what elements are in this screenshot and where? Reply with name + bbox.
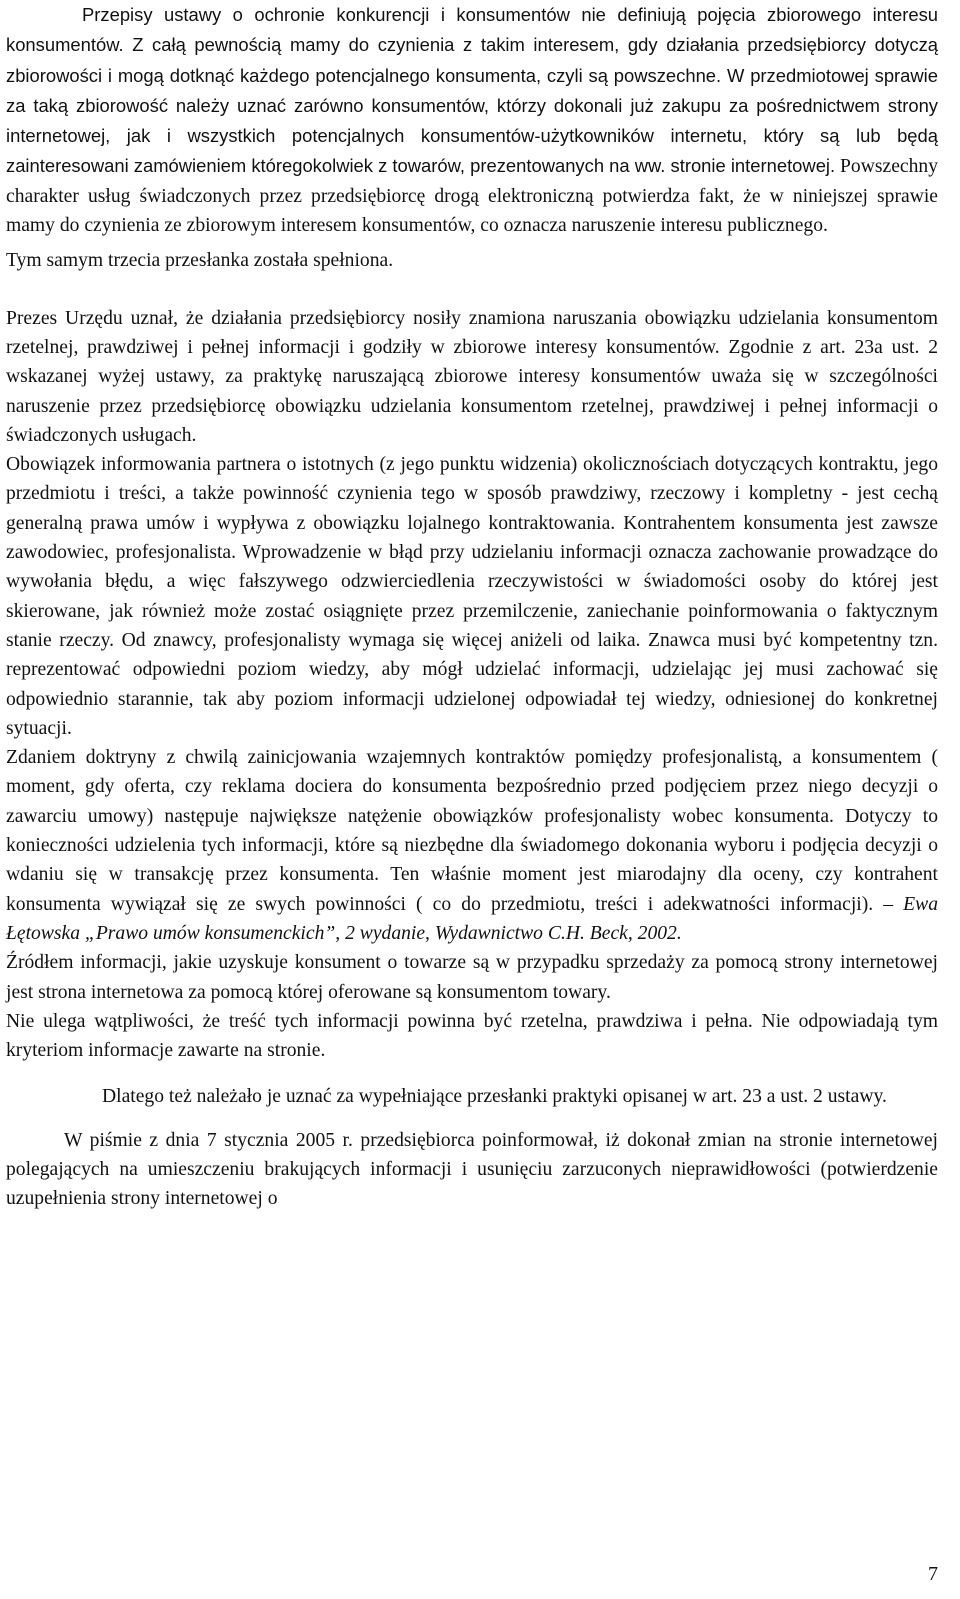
paragraph-collective-interest-part1: Przepisy ustawy o ochronie konkurencji i konsumentów nie definiują pojęcia zbiorowego interesu konsumentów. Z całą pewnością mamy do czynienia z takim interesem, gdy działania przedsiębiorcy dotyczą zbiorowości i mogą dotknąć każdego potencjalnego konsumenta, czyli są powszechne. W przedmiotowej sprawie za taką zbiorowość należy uznać zarówno konsumentów, którzy dokonali już zakupu za pośrednictwem strony internetowej, jak i wszystkich potencjalnych konsumentów-użytkowników internetu, który są lub będą zainteresowani zamówieniem któregokolwiek z towarów, prezentowanych na ww. stronie internetowej. [6, 4, 938, 177]
paragraph-conclusion: Dlatego też należało je uznać za wypełniające przesłanki praktyki opisanej w art. 23 a ust. 2 ustawy. [102, 1086, 887, 1108]
citation-letowska: – Ewa Łętowska „Prawo umów konsumenckich”, 2 wydanie, Wydawnictwo C.H. Beck, 2002. [6, 893, 938, 944]
paragraph-doctrine-text: Zdaniem doktryny z chwilą zainicjowania wzajemnych kontraktów pomiędzy profesjonalistą, a konsumentem ( moment, gdy oferta, czy reklama dociera do konsumenta bezpośrednio przed podjęciem przez niego decyzji o zawarciu umowy) następuje największe natężenie obowiązków profesjonalisty wobec konsumenta. Dotyczy to konieczności udzielenia tych informacji, które są niezbędne dla świadomego dokonania wyboru i podjęcia decyzji o wdaniu się w transakcję przez konsumenta. Ten właśnie moment jest miarodajny dla oceny, czy kontrahent konsumenta wywiązał się ze swych powinności ( co do przedmiotu, treści i adekwatności informacji). [6, 747, 938, 915]
paragraph-information-criteria: Nie ulega wątpliwości, że treść tych informacji powinna być rzetelna, prawdziwa i pełna. Nie odpowiadają tym kryteriom informacje zawarte na stronie. [6, 1010, 938, 1062]
document-page [6, 0, 938, 1214]
paragraph-doctrine [6, 743, 938, 948]
paragraph-collective-interest [6, 0, 938, 240]
paragraph-collective-interest-part2: Powszechny charakter usług świadczonych przez przedsiębiorcę drogą elektroniczną potwierdza fakt, że w niniejszej sprawie mamy do czynienia ze zbiorowym interesem konsumentów, co oznacza naruszenie interesu publicznego. [6, 156, 938, 237]
paragraph-president-decision: Prezes Urzędu uznał, że działania przedsiębiorcy nosiły znamiona naruszania obowiązku udzielania konsumentom rzetelnej, prawdziwej i pełnej informacji i godziły w zbiorowe interesy konsumentów. Zgodnie z art. 23a ust. 2 wskazanej wyżej ustawy, za praktykę naruszającą zbiorowe interesy konsumentów uważa się w szczególności naruszenie przez przedsiębiorcę obowiązku udzielania konsumentom rzetelnej, prawdziwej i pełnej informacji o świadczonych usługach. [6, 307, 938, 446]
paragraph-information-duty: Obowiązek informowania partnera o istotnych (z jego punktu widzenia) okolicznościach dotyczących kontraktu, jego przedmiotu i treści, a także powinność czynienia tego w sposób prawdziwy, rzeczowy i kompletny - jest cechą generalną prawa umów i wypływa z obowiązku lojalnego kontraktowania. Kontrahentem konsumenta jest zawsze zawodowiec, profesjonalista. Wprowadzenie w błąd przy udzielaniu informacji oznacza zachowanie prowadzące do wywołania błędu, a więc fałszywego odzwierciedlenia rzeczywistości w świadomości osoby do której jest skierowane, jak również może zostać osiągnięte przez przemilczenie, zaniechanie poinformowania o faktycznym stanie rzeczy. Od znawcy, profesjonalisty wymaga się więcej aniżeli od laika. Znawca musi być kompetentny tzn. reprezentować odpowiedni poziom wiedzy, aby mógł udzielać informacji, udzielając jej musi zachować się odpowiednio starannie, tak aby poziom informacji udzielonej odpowiadał tej wiedzy, odniesionej do konkretnej sytuacji. [6, 454, 938, 739]
paragraph-information-source: Źródłem informacji, jakie uzyskuje konsument o towarze są w przypadku sprzedaży za pomocą strony internetowej jest strona internetowa za pomocą której oferowane są konsumentom towary. [6, 952, 938, 1003]
paragraph-letter-2005: W piśmie z dnia 7 stycznia 2005 r. przedsiębiorca poinformował, iż dokonał zmian na stronie internetowej polegających na umieszczeniu brakujących informacji i usunięciu zarzuconych nieprawidłowości (potwierdzenie uzupełnienia strony internetowej o [6, 1129, 938, 1210]
paragraph-third-condition: Tym samym trzecia przesłanka została spełniona. [6, 250, 394, 272]
page-number: 7 [928, 1563, 938, 1585]
